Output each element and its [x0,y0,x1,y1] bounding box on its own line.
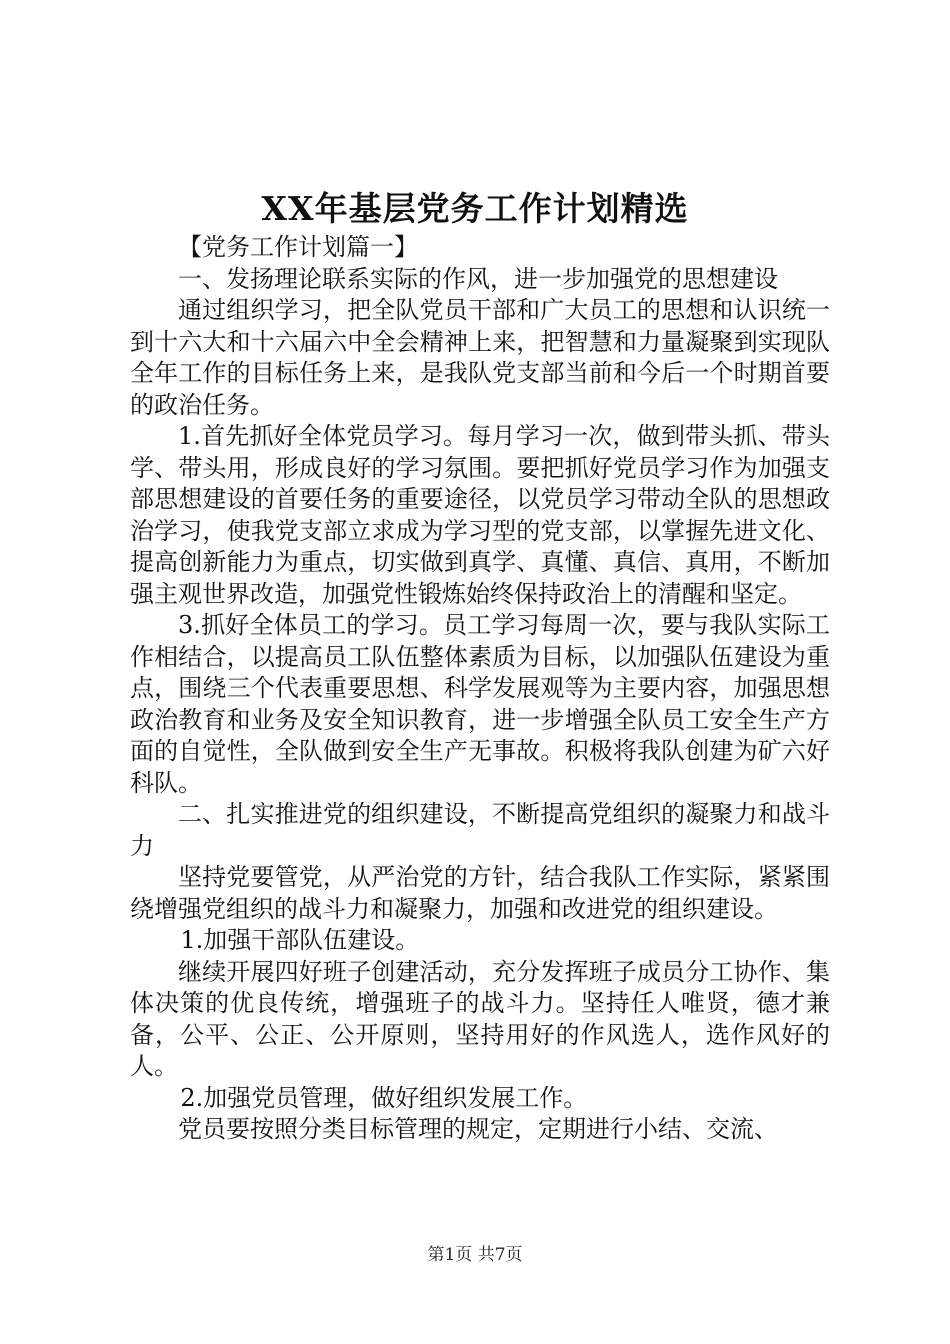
body-paragraph: 3.抓好全体员工的学习。员工学习每周一次，要与我队实际工作相结合，以提高员工队伍整体素质为目标，以加强队伍建设为重点，围绕三个代表重要思想、科学发展观等为主要内容，加强思想政治教育和业务及安全知识教育，进一步增强全队员工安全生产方面的自觉性，全队做到安全生产无事故。积极将我队创建为矿六好科队。 [130,611,830,797]
item-heading: 2.加强党员管理，做好组织发展工作。 [180,1083,588,1112]
document-body [130,232,830,1146]
body-paragraph: 坚持党要管党，从严治党的方针，结合我队工作实际，紧紧围绕增强党组织的战斗力和凝聚力，加强和改进党的组织建设。 [130,863,830,923]
body-paragraph: 党员要按照分类目标管理的规定，定期进行小结、交流、 [178,1115,778,1143]
section-heading: 【党务工作计划篇一】 [178,233,418,261]
body-paragraph: 继续开展四好班子创建活动，充分发挥班子成员分工协作、集体决策的优良传统，增强班子的战斗力。坚持任人唯贤，德才兼备，公平、公正、公开原则，坚持用好的作风选人，选作风好的人。 [130,957,830,1080]
page-indicator: 第1页 共7页 [427,1245,523,1265]
item-heading: 1.加强干部队伍建设。 [180,926,420,954]
page-title: XX年基层党务工作计划精选 [261,189,689,228]
subsection-heading: 二、扎实推进党的组织建设，不断提高党组织的凝聚力和战斗力 [130,800,830,860]
body-paragraph: 1.首先抓好全体党员学习。每月学习一次，做到带头抓、带头学、带头用，形成良好的学习氛围。要把抓好党员学习作为加强支部思想建设的首要任务的重要途径，以党员学习带动全队的思想政治学习，使我党支部立求成为学习型的党支部，以掌握先进文化、提高创新能力为重点，切实做到真学、真懂、真信、真用，不断加强主观世界改造，加强党性锻炼始终保持政治上的清醒和坚定。 [130,422,830,608]
subsection-heading: 一、发扬理论联系实际的作风，进一步加强党的思想建设 [178,264,778,293]
body-paragraph: 通过组织学习，把全队党员干部和广大员工的思想和认识统一到十六大和十六届六中全会精神上来，把智慧和力量凝聚到实现队全年工作的目标任务上来，是我队党支部当前和今后一个时期首要的政治任务。 [130,296,830,419]
